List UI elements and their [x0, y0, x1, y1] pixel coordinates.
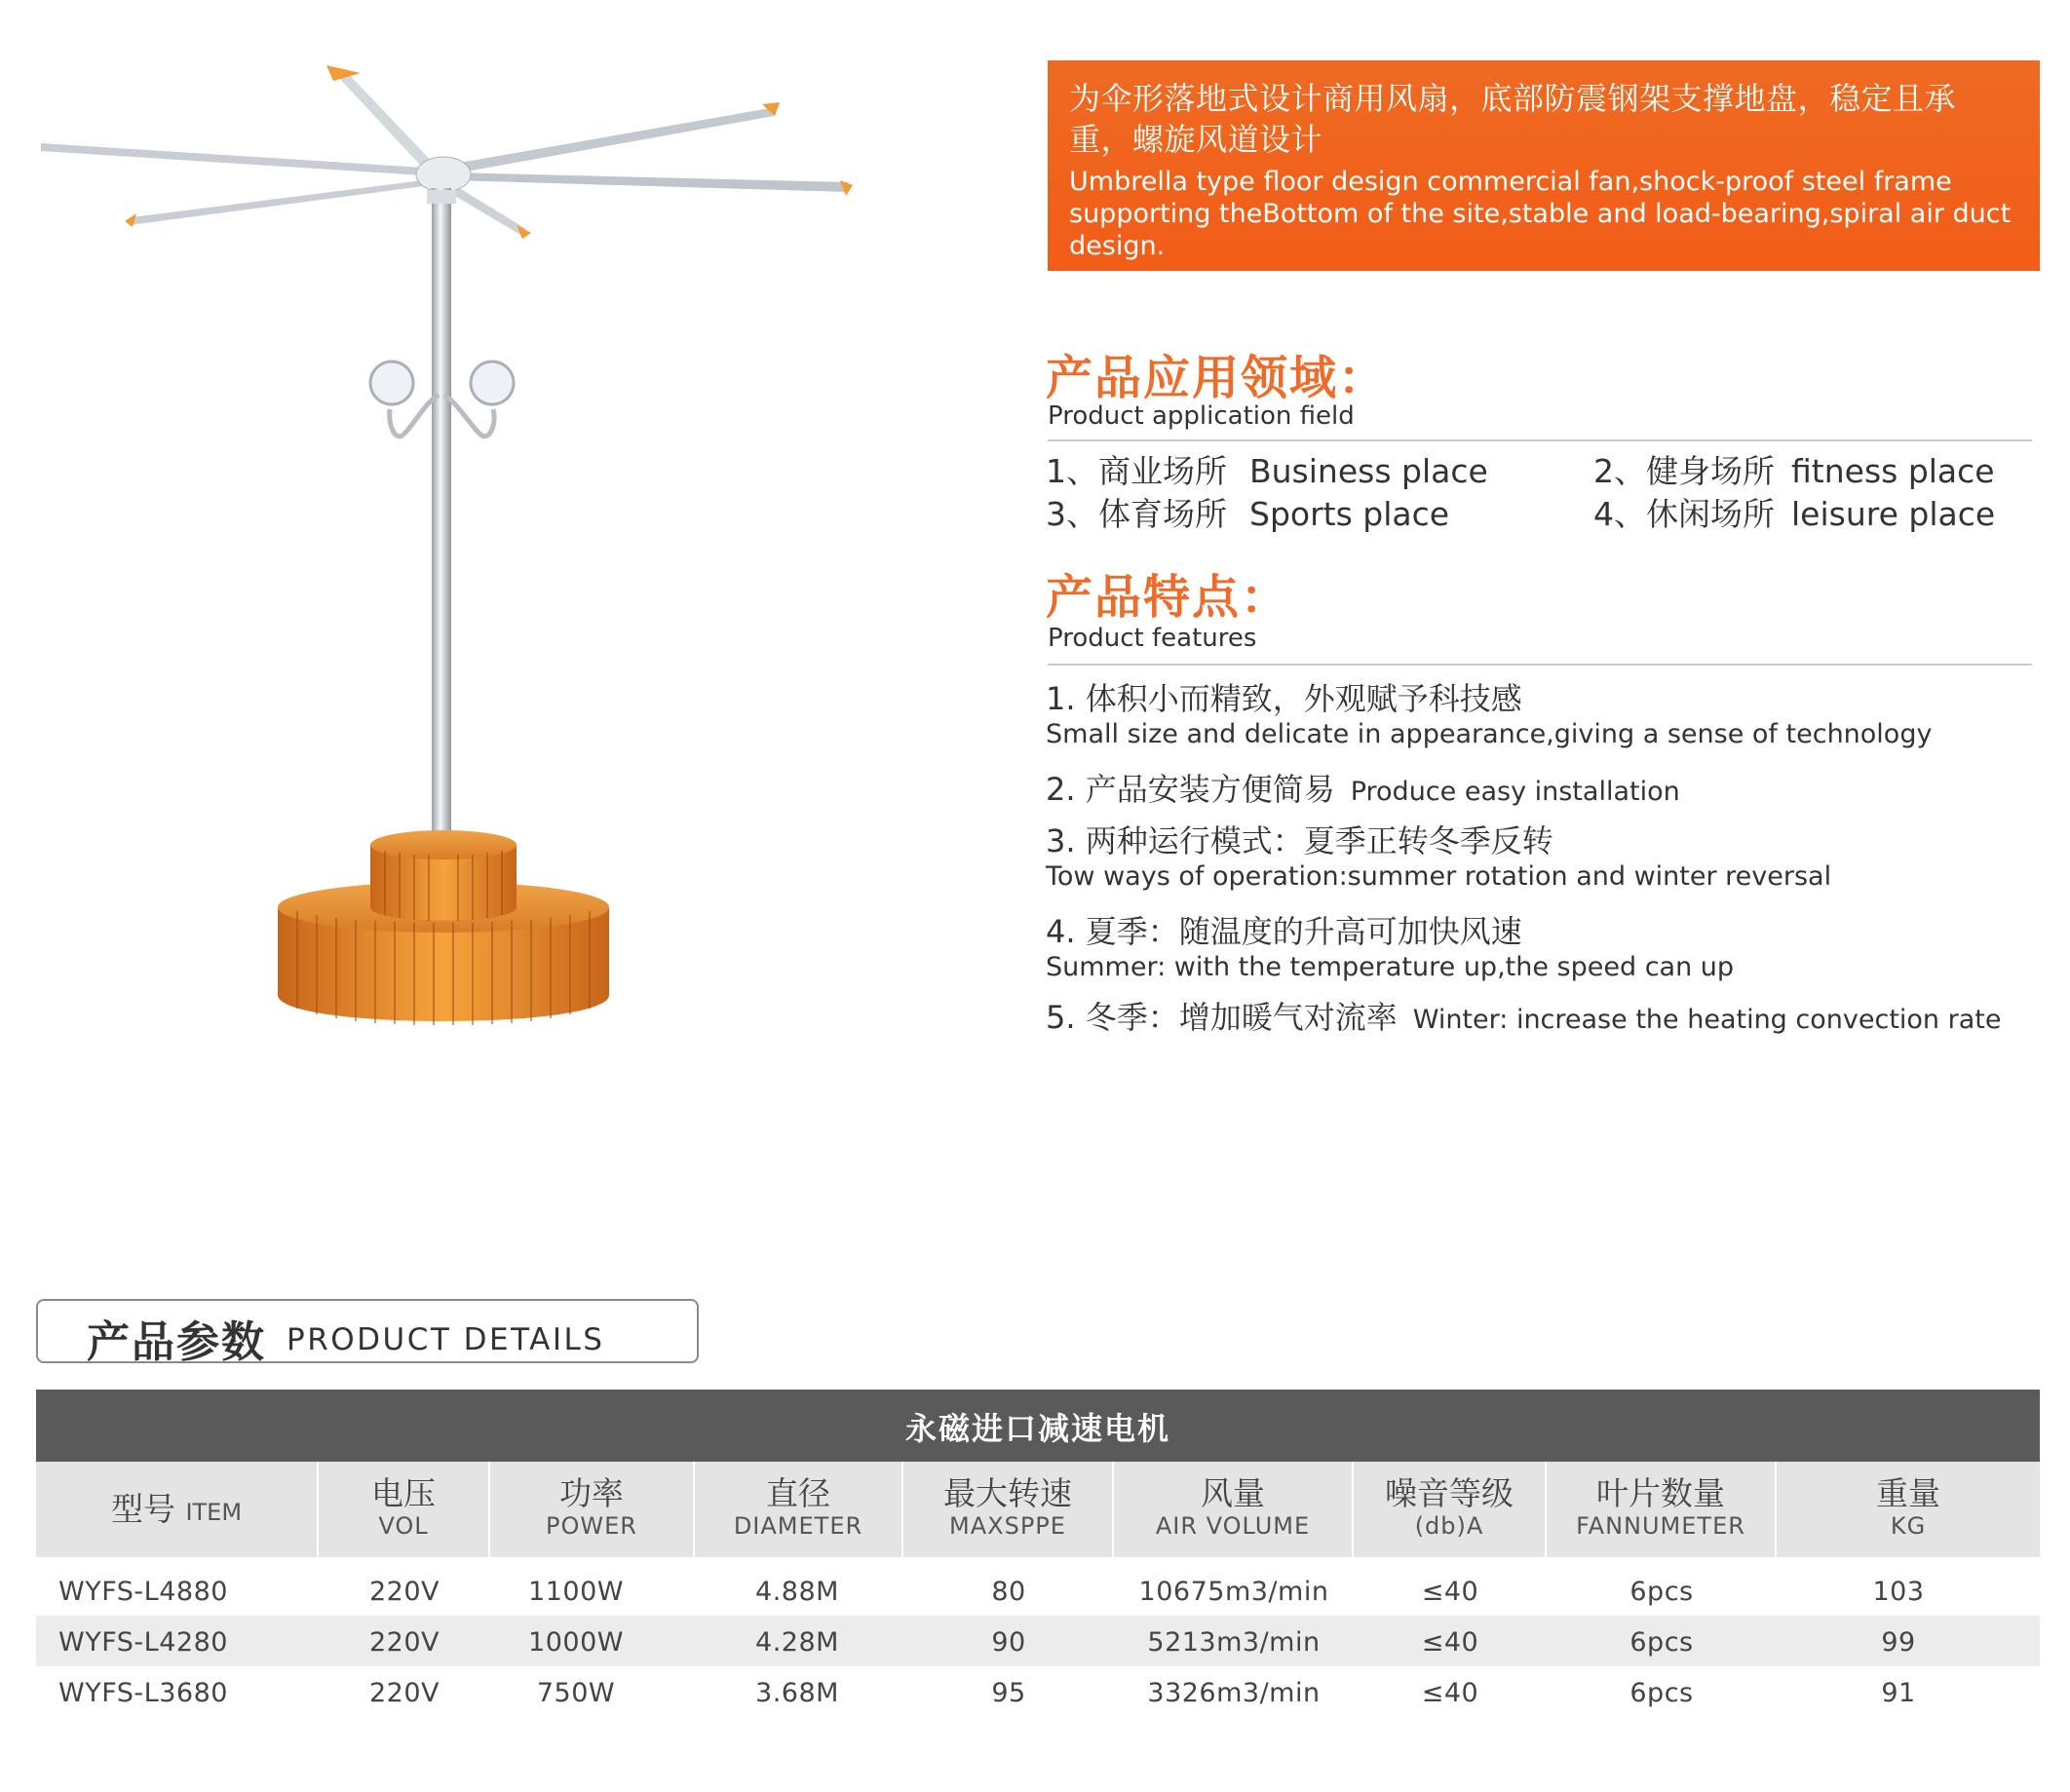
cell-item: WYFS-L4880	[58, 1577, 228, 1607]
table-row	[36, 1666, 2040, 1717]
cell-vol: 220V	[368, 1678, 440, 1708]
application-item-en: fitness place	[1791, 452, 1995, 490]
features-divider	[1048, 664, 2032, 666]
column-header-en: VOL	[378, 1512, 429, 1540]
cell-power: 1000W	[528, 1627, 624, 1658]
product-details-tab	[36, 1299, 699, 1367]
column-header-cn: 噪音等级	[1385, 1474, 1514, 1512]
column-header-cn: 叶片数量	[1596, 1474, 1725, 1512]
application-divider	[1048, 439, 2032, 441]
cell-weight: 91	[1881, 1678, 1916, 1708]
application-subtitle: Product application field	[1048, 401, 1355, 431]
cell-vol: 220V	[368, 1627, 440, 1658]
column-header-cn: 最大转速	[943, 1474, 1072, 1512]
cell-vol: 220V	[368, 1577, 440, 1607]
cell-air-volume: 3326m3/min	[1147, 1678, 1321, 1708]
cell-maxspeed: 80	[991, 1577, 1026, 1607]
table-title: 永磁进口减速电机	[36, 1390, 2040, 1462]
table-row	[36, 1616, 2040, 1666]
feature-text-en: Small size and delicate in appearance,giving a sense of technology	[1046, 719, 1933, 749]
feature-text-cn: 5. 冬季：增加暖气对流率	[1046, 999, 1398, 1036]
application-item-en: Sports place	[1249, 495, 1450, 533]
cell-item: WYFS-L3680	[58, 1678, 228, 1708]
column-header-power	[490, 1462, 695, 1557]
feature-text-cn: 2. 产品安装方便简易	[1046, 771, 1335, 808]
cell-power: 1100W	[528, 1577, 624, 1607]
intro-banner	[1048, 60, 2040, 271]
application-item-cn: 1、商业场所	[1046, 452, 1227, 490]
column-header-blades	[1547, 1462, 1777, 1557]
feature-item	[1046, 912, 1734, 984]
cell-maxspeed: 95	[991, 1678, 1026, 1708]
column-header-cn: 重量	[1876, 1474, 1940, 1512]
column-header-en: FANNUMETER	[1576, 1512, 1745, 1540]
cell-diameter: 4.88M	[755, 1577, 839, 1607]
feature-text-cn: 3. 两种运行模式：夏季正转冬季反转	[1046, 822, 1553, 859]
feature-item	[1046, 821, 1831, 894]
spec-table	[36, 1390, 2040, 1717]
application-item-en: Business place	[1249, 452, 1488, 490]
cell-air-volume: 10675m3/min	[1138, 1577, 1329, 1607]
feature-text-en: Winter: increase the heating convection rate	[1412, 1005, 2002, 1035]
cell-air-volume: 5213m3/min	[1147, 1627, 1321, 1658]
application-title: 产品应用领域：	[1046, 351, 1388, 405]
cell-noise: ≤40	[1421, 1627, 1479, 1658]
fan-pole	[432, 188, 451, 851]
cell-blades: 6pcs	[1629, 1678, 1694, 1708]
cell-maxspeed: 90	[991, 1627, 1026, 1658]
cell-diameter: 3.68M	[755, 1678, 839, 1708]
column-header-en: DIAMETER	[733, 1512, 863, 1540]
product-details-title-en: PRODUCT DETAILS	[287, 1322, 605, 1357]
features-title: 产品特点：	[1046, 570, 1290, 625]
column-header-cn: 功率	[559, 1474, 624, 1512]
table-header-row	[36, 1462, 2040, 1557]
cell-power: 750W	[536, 1678, 616, 1708]
features-subtitle: Product features	[1048, 624, 1257, 653]
column-header-en: MAXSPPE	[949, 1512, 1066, 1540]
column-header-weight	[1777, 1462, 2040, 1557]
column-header-cn: 风量	[1201, 1474, 1265, 1512]
product-image	[29, 54, 858, 1038]
column-header-en: (db)A	[1414, 1512, 1484, 1540]
intro-text-cn: 为伞形落地式设计商用风扇，底部防震钢架支撑地盘，稳定且承重，螺旋风道设计	[1069, 80, 1957, 158]
product-details-title-cn: 产品参数	[87, 1317, 266, 1367]
cell-weight: 103	[1872, 1577, 1925, 1607]
cell-noise: ≤40	[1421, 1577, 1479, 1607]
column-header-item	[36, 1462, 319, 1557]
application-item-cn: 3、体育场所	[1046, 495, 1227, 533]
cell-noise: ≤40	[1421, 1678, 1479, 1708]
feature-item	[1046, 679, 1932, 751]
column-header-noise	[1354, 1462, 1547, 1557]
column-header-cn: 电压	[371, 1474, 436, 1512]
column-header-cn: 直径	[766, 1474, 830, 1512]
column-header-maxspeed	[903, 1462, 1114, 1557]
column-header-diameter	[695, 1462, 903, 1557]
feature-text-en: Tow ways of operation:summer rotation and winter reversal	[1046, 861, 1832, 892]
cell-blades: 6pcs	[1629, 1627, 1694, 1658]
application-item-en: leisure place	[1791, 495, 1996, 533]
column-header-en: ITEM	[185, 1499, 243, 1526]
cell-blades: 6pcs	[1629, 1577, 1694, 1607]
feature-text-cn: 1. 体积小而精致，外观赋予科技感	[1046, 680, 1522, 717]
application-item-cn: 2、健身场所	[1593, 452, 1775, 490]
feature-item	[1046, 770, 1680, 809]
cell-item: WYFS-L4280	[58, 1627, 228, 1658]
feature-text-en: Produce easy installation	[1350, 777, 1680, 807]
wooden-bench-base	[278, 830, 609, 1025]
feature-text-cn: 4. 夏季：随温度的升高可加快风速	[1046, 913, 1522, 950]
feature-item	[1046, 998, 2001, 1037]
intro-text-en: Umbrella type floor design commercial fan,shock-proof steel frame supporting theBottom of the site,stable and load-bearing,spiral air duct design.	[1069, 167, 2012, 261]
feature-text-en: Summer: with the temperature up,the speed can up	[1046, 952, 1735, 982]
table-row	[36, 1565, 2040, 1616]
column-header-air-volume	[1114, 1462, 1354, 1557]
column-header-vol	[319, 1462, 490, 1557]
cell-weight: 99	[1881, 1627, 1916, 1658]
cell-diameter: 4.28M	[755, 1627, 839, 1658]
column-header-cn: 型号	[110, 1490, 175, 1528]
application-item-cn: 4、休闲场所	[1593, 495, 1775, 533]
column-header-en: AIR VOLUME	[1155, 1512, 1311, 1540]
column-header-en: KG	[1890, 1512, 1927, 1540]
column-header-en: POWER	[546, 1512, 637, 1540]
